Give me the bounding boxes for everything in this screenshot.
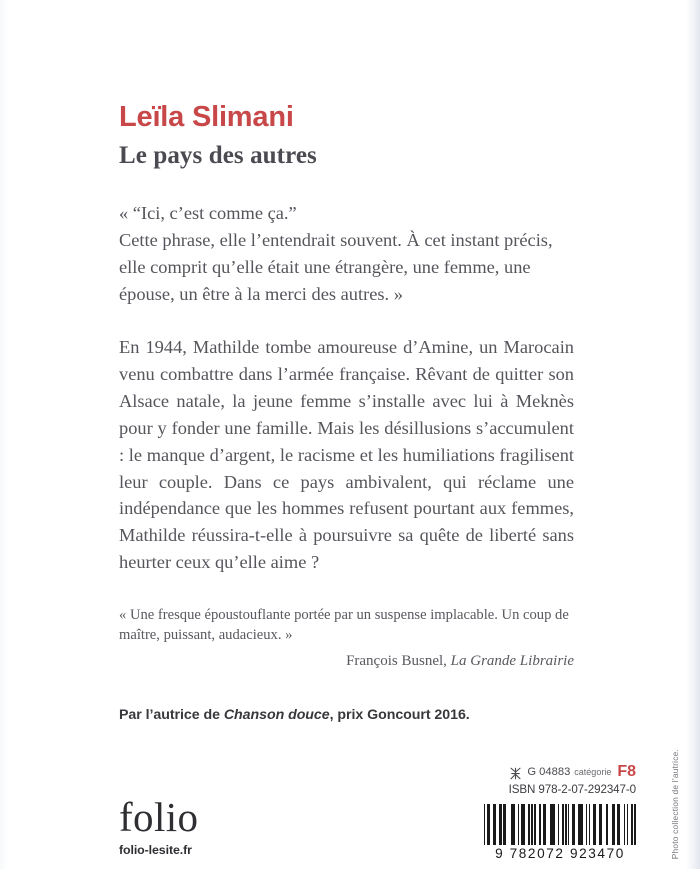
press-source-publication: La Grande Librairie	[450, 653, 574, 670]
author-note-suffix: , prix Goncourt 2016.	[329, 707, 470, 724]
category-label: catégorie	[574, 767, 612, 777]
category-value: F8	[617, 763, 636, 780]
barcode	[464, 804, 636, 861]
author-name: Leïla Slimani	[119, 101, 294, 133]
pull-quote	[119, 170, 574, 307]
cover-content	[119, 0, 574, 723]
catalog-code: G 04883	[527, 766, 571, 778]
book-title: Le pays des autres	[119, 142, 317, 170]
isbn-barcode-block	[464, 764, 636, 861]
press-quote-attribution	[119, 646, 574, 670]
catalog-line	[464, 764, 636, 780]
scan-edge-right	[686, 0, 700, 869]
isbn-number: ISBN 978-2-07-292347-0	[508, 783, 636, 796]
pull-quote-line-2: Cette phrase, elle l’entendrait souvent. À cet instant précis, elle comprit qu’elle était une étrangère, une femme, une épouse, un être à la merci des autres. »	[119, 230, 553, 304]
author-note-book-title: Chanson douce	[223, 707, 330, 724]
barcode-bars	[484, 804, 636, 845]
synopsis-paragraph: En 1944, Mathilde tombe amoureuse d’Amine, un Marocain venu combattre dans l’armée française. Rêvant de quitter son Alsace natale, la jeune femme s’installe avec lui à Meknès pour y fonder une famille. Mais les désillusions s’accumulent : le manque d’argent, le racisme et les humiliations fragilisent leur couple. Dans ce pays ambivalent, qui réclame une indépendance que les hommes refusent pourtant aux femmes, Mathilde réussira-t-elle à poursuivre sa quête de liberté sans heurter ceux qu’elle aime ?	[119, 336, 574, 573]
author-note	[119, 670, 574, 723]
publisher-website[interactable]: folio-lesite.fr	[119, 843, 192, 857]
publisher-logo-block	[119, 794, 269, 857]
author-note-prefix: Par l’autrice de	[119, 707, 220, 724]
scan-edge-left	[0, 0, 8, 869]
barcode-digits: 9 782072 923470	[495, 846, 625, 861]
photo-credit: Photo collection de l’autrice.	[670, 748, 680, 859]
pull-quote-line-1: « “Ici, c’est comme ça.”	[119, 203, 297, 224]
folio-wordmark: folio	[119, 794, 199, 841]
cover-footer	[119, 739, 684, 869]
folio-emblem-icon	[508, 766, 523, 781]
press-quote: « Une fresque époustouflante portée par un suspense implacable. Un coup de maître, puissant, audacieux. »	[119, 607, 569, 644]
press-source-name: François Busnel,	[346, 653, 447, 670]
